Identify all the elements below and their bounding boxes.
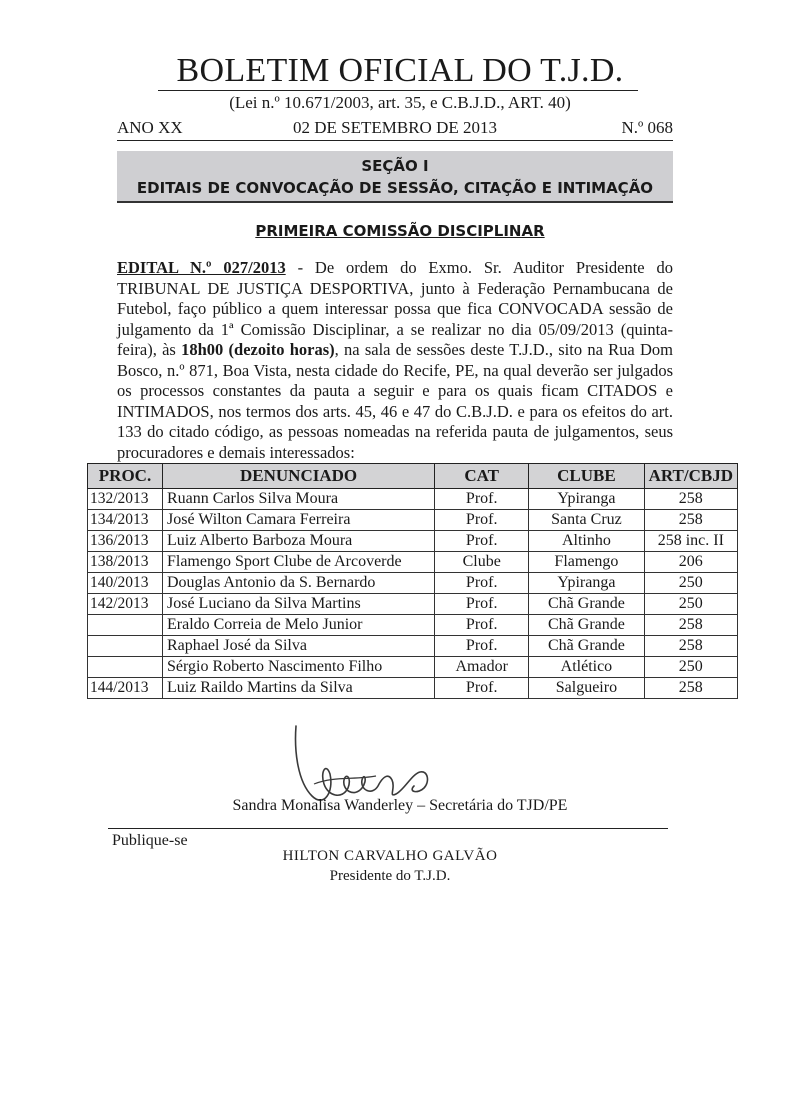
edital-reference: EDITAL N.º 027/2013 xyxy=(117,258,286,277)
cell-clube: Atlético xyxy=(529,657,644,678)
cell-clube: Altinho xyxy=(529,531,644,552)
section-banner xyxy=(117,151,673,203)
publish-order: Publique-se xyxy=(112,832,188,849)
cell-cat: Prof. xyxy=(435,678,529,699)
cell-proc xyxy=(88,636,163,657)
cell-clube: Flamengo xyxy=(529,552,644,573)
cell-cat: Prof. xyxy=(435,573,529,594)
table-header-row xyxy=(88,464,738,489)
table-row xyxy=(88,489,738,510)
issue-date: 02 DE SETEMBRO DE 2013 xyxy=(293,118,497,137)
session-time: 18h00 (dezoito horas) xyxy=(181,340,335,359)
cell-denunciado: Douglas Antonio da S. Bernardo xyxy=(162,573,434,594)
cell-art: 258 xyxy=(644,510,737,531)
cell-clube: Salgueiro xyxy=(529,678,644,699)
cell-art: 258 xyxy=(644,615,737,636)
cell-denunciado: Luiz Alberto Barboza Moura xyxy=(162,531,434,552)
issue-info-row xyxy=(117,118,673,138)
cell-clube: Chã Grande xyxy=(529,594,644,615)
judgment-schedule-table xyxy=(87,463,738,699)
cell-cat: Amador xyxy=(435,657,529,678)
edital-text-part1: - De ordem do Exmo. Sr. Auditor Presidente do TRIBUNAL DE JUSTIÇA DESPORTIVA, junto à Federação Pernambucana de Futebol, faço público a quem interessar possa que fica CONVOCADA sessão de julgamento da 1ª Comissão Disciplinar, a se realizar no dia 05/09/2013 (quinta-feira), às xyxy=(117,258,673,359)
cell-art: 258 inc. II xyxy=(644,531,737,552)
cell-cat: Prof. xyxy=(435,489,529,510)
table-row xyxy=(88,678,738,699)
president-name: HILTON CARVALHO GALVÃO xyxy=(282,848,498,864)
cell-denunciado: José Luciano da Silva Martins xyxy=(162,594,434,615)
cell-cat: Clube xyxy=(435,552,529,573)
cell-cat: Prof. xyxy=(435,531,529,552)
header-proc: PROC. xyxy=(88,464,163,489)
table-row xyxy=(88,657,738,678)
cell-clube: Santa Cruz xyxy=(529,510,644,531)
cell-art: 258 xyxy=(644,489,737,510)
issue-number: N.º 068 xyxy=(621,118,673,137)
cell-cat: Prof. xyxy=(435,510,529,531)
cell-art: 258 xyxy=(644,678,737,699)
cell-proc: 132/2013 xyxy=(88,489,163,510)
cell-art: 250 xyxy=(644,594,737,615)
cell-clube: Chã Grande xyxy=(529,615,644,636)
cell-denunciado: Eraldo Correia de Melo Junior xyxy=(162,615,434,636)
header-cat: CAT xyxy=(435,464,529,489)
table-row xyxy=(88,510,738,531)
cell-proc: 138/2013 xyxy=(88,552,163,573)
footer-divider xyxy=(108,828,668,829)
header-clube: CLUBE xyxy=(529,464,644,489)
cell-art: 250 xyxy=(644,657,737,678)
cell-denunciado: José Wilton Camara Ferreira xyxy=(162,510,434,531)
table-row xyxy=(88,594,738,615)
cell-clube: Ypiranga xyxy=(529,573,644,594)
header-divider xyxy=(117,140,673,141)
cell-art: 206 xyxy=(644,552,737,573)
committee-heading: PRIMEIRA COMISSÃO DISCIPLINAR xyxy=(255,222,545,240)
cell-art: 258 xyxy=(644,636,737,657)
cell-proc: 140/2013 xyxy=(88,573,163,594)
cell-denunciado: Ruann Carlos Silva Moura xyxy=(162,489,434,510)
cell-proc: 142/2013 xyxy=(88,594,163,615)
edital-paragraph xyxy=(117,258,673,463)
cell-proc: 144/2013 xyxy=(88,678,163,699)
table-row xyxy=(88,573,738,594)
cell-art: 250 xyxy=(644,573,737,594)
president-role: Presidente do T.J.D. xyxy=(329,868,451,884)
cell-cat: Prof. xyxy=(435,615,529,636)
cell-clube: Chã Grande xyxy=(529,636,644,657)
cell-clube: Ypiranga xyxy=(529,489,644,510)
table-row xyxy=(88,531,738,552)
cell-proc: 136/2013 xyxy=(88,531,163,552)
cell-proc xyxy=(88,657,163,678)
table-row xyxy=(88,615,738,636)
cell-cat: Prof. xyxy=(435,636,529,657)
cell-proc: 134/2013 xyxy=(88,510,163,531)
cell-denunciado: Flamengo Sport Clube de Arcoverde xyxy=(162,552,434,573)
section-number: SEÇÃO I xyxy=(361,157,429,175)
bulletin-title: BOLETIM OFICIAL DO T.J.D. xyxy=(176,52,624,89)
section-title: EDITAIS DE CONVOCAÇÃO DE SESSÃO, CITAÇÃO E INTIMAÇÃO xyxy=(136,179,654,197)
header-art: ART/CBJD xyxy=(644,464,737,489)
issue-year: ANO XX xyxy=(117,118,183,137)
cell-denunciado: Raphael José da Silva xyxy=(162,636,434,657)
title-underline xyxy=(158,90,638,91)
cell-denunciado: Luiz Raildo Martins da Silva xyxy=(162,678,434,699)
secretary-signature-line: Sandra Monalisa Wanderley – Secretária do TJD/PE xyxy=(232,797,568,814)
cell-cat: Prof. xyxy=(435,594,529,615)
edital-text-part2: , na sala de sessões deste T.J.D., sito na Rua Dom Bosco, n.º 871, Boa Vista, nesta cidade do Recife, PE, na qual deverão ser julgados os processos constantes da pauta a seguir e para os quais ficam CITADOS e INTIMADOS, nos termos dos arts. 45, 46 e 47 do C.B.J.D. e para os efeitos do art. 133 do citado código, as pessoas nomeadas na referida pauta de julgamentos, seus procuradores e demais interessados: xyxy=(117,340,673,462)
bulletin-subtitle: (Lei n.º 10.671/2003, art. 35, e C.B.J.D., ART. 40) xyxy=(229,93,571,112)
cell-denunciado: Sérgio Roberto Nascimento Filho xyxy=(162,657,434,678)
table-row xyxy=(88,636,738,657)
header-denunciado: DENUNCIADO xyxy=(162,464,434,489)
table-row xyxy=(88,552,738,573)
cell-proc xyxy=(88,615,163,636)
